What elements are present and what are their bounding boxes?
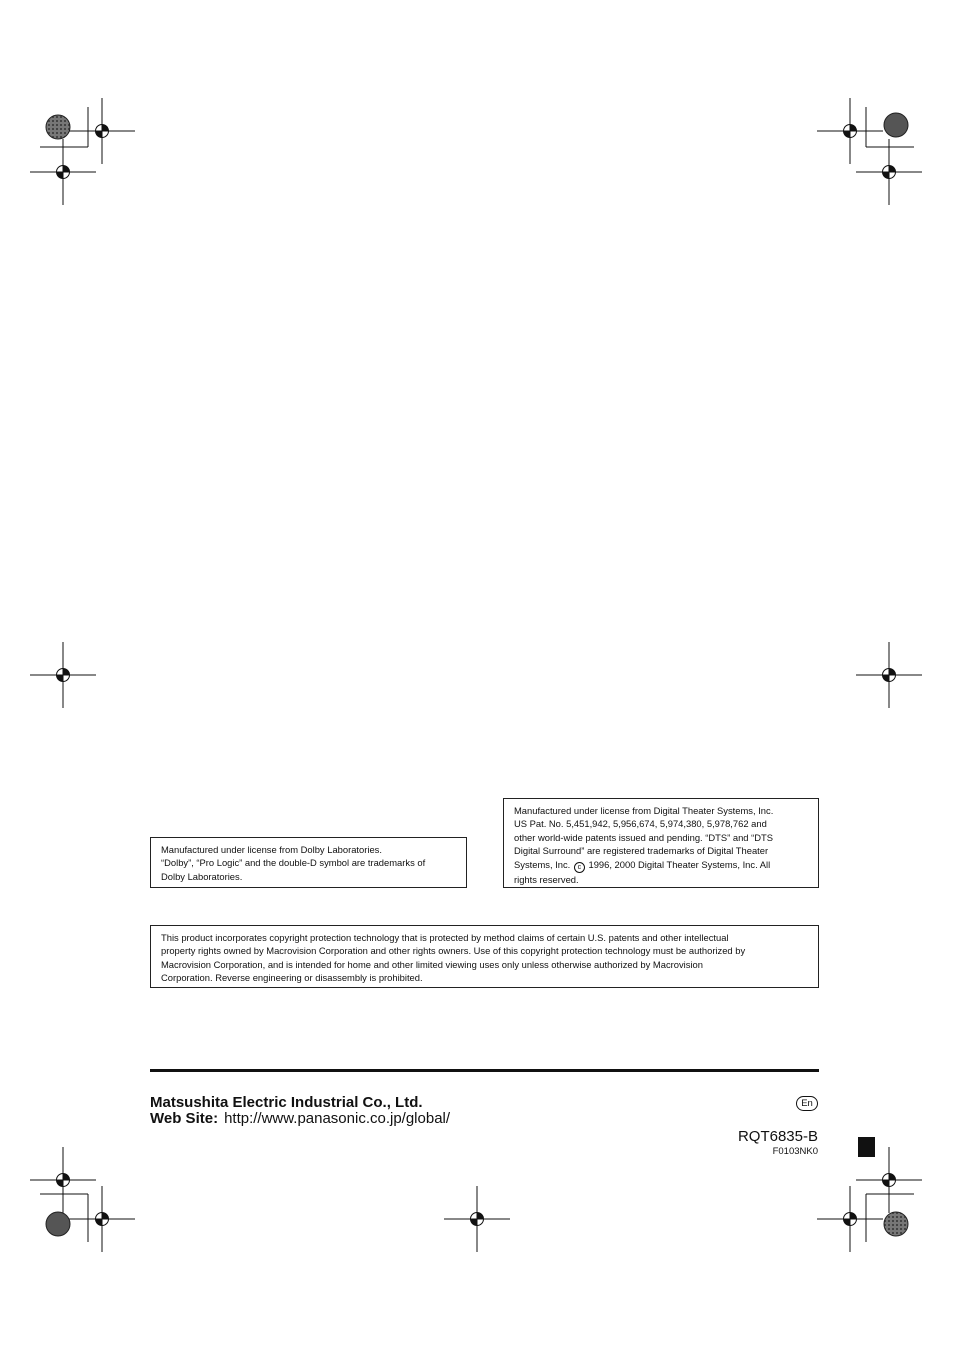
- notice-line: Digital Surround” are registered trademarks of Digital Theater: [514, 845, 769, 857]
- language-badge: En: [796, 1096, 818, 1111]
- dolby-license-notice: [150, 837, 467, 888]
- color-calibration-target-icon: [46, 115, 70, 139]
- copyright-suffix: 1996, 2000 Digital Theater Systems, Inc. All: [588, 858, 771, 870]
- notice-line: [514, 858, 808, 873]
- copyright-symbol: c: [574, 862, 585, 873]
- registration-crosshair-icon: [817, 1186, 883, 1252]
- copyright-prefix: Systems, Inc.: [514, 858, 571, 870]
- notice-line: “Dolby”, “Pro Logic” and the double-D symbol are trademarks of: [161, 857, 426, 869]
- color-calibration-target-icon: [884, 113, 908, 137]
- registration-crosshair-icon: [817, 98, 883, 164]
- registration-crosshair-icon: [69, 98, 135, 164]
- notice-line: Macrovision Corporation, and is intended for home and other limited viewing uses only unless otherwise authorized by Macrovision: [161, 958, 703, 970]
- print-code: F0103NK0: [772, 1146, 818, 1157]
- notice-line: This product incorporates copyright protection technology that is protected by method claims of certain U.S. patents and other intellectual: [161, 932, 729, 943]
- notice-line: other world-wide patents issued and pending. “DTS” and “DTS: [514, 831, 773, 843]
- dts-license-notice: [503, 798, 819, 888]
- web-site-label: Web Site:: [150, 1110, 219, 1127]
- color-calibration-target-icon: [46, 1212, 70, 1236]
- color-calibration-target-icon: [884, 1212, 908, 1236]
- registration-crosshair-icon: [856, 642, 922, 708]
- registration-crosshair-icon: [30, 139, 96, 205]
- notice-line: Corporation. Reverse engineering or disassembly is prohibited.: [161, 972, 423, 984]
- registration-crosshair-icon: [856, 139, 922, 205]
- page-edge-tab: [858, 1137, 875, 1157]
- registration-crosshair-icon: [69, 1186, 135, 1252]
- notice-line: property rights owned by Macrovision Corporation and other rights owners. Use of this copyright protection technology must be authorized by: [161, 945, 746, 957]
- notice-line: Dolby Laboratories.: [161, 870, 243, 882]
- macrovision-copyright-notice: [150, 925, 819, 988]
- model-code: RQT6835-B: [737, 1128, 818, 1145]
- web-site-line: [150, 1110, 450, 1127]
- notice-line: Manufactured under license from Digital Theater Systems, Inc.: [514, 805, 774, 816]
- registration-crosshair-icon: [30, 1147, 96, 1213]
- registration-crosshair-icon: [30, 642, 96, 708]
- footer-divider: [150, 1069, 819, 1072]
- notice-line: US Pat. No. 5,451,942, 5,956,674, 5,974,380, 5,978,762 and: [514, 818, 767, 830]
- company-name: Matsushita Electric Industrial Co., Ltd.: [150, 1094, 423, 1111]
- web-site-url: http://www.panasonic.co.jp/global/: [224, 1110, 451, 1127]
- notice-line: rights reserved.: [514, 873, 579, 885]
- notice-line: Manufactured under license from Dolby Laboratories.: [161, 844, 382, 855]
- registration-crosshair-icon: [444, 1186, 510, 1252]
